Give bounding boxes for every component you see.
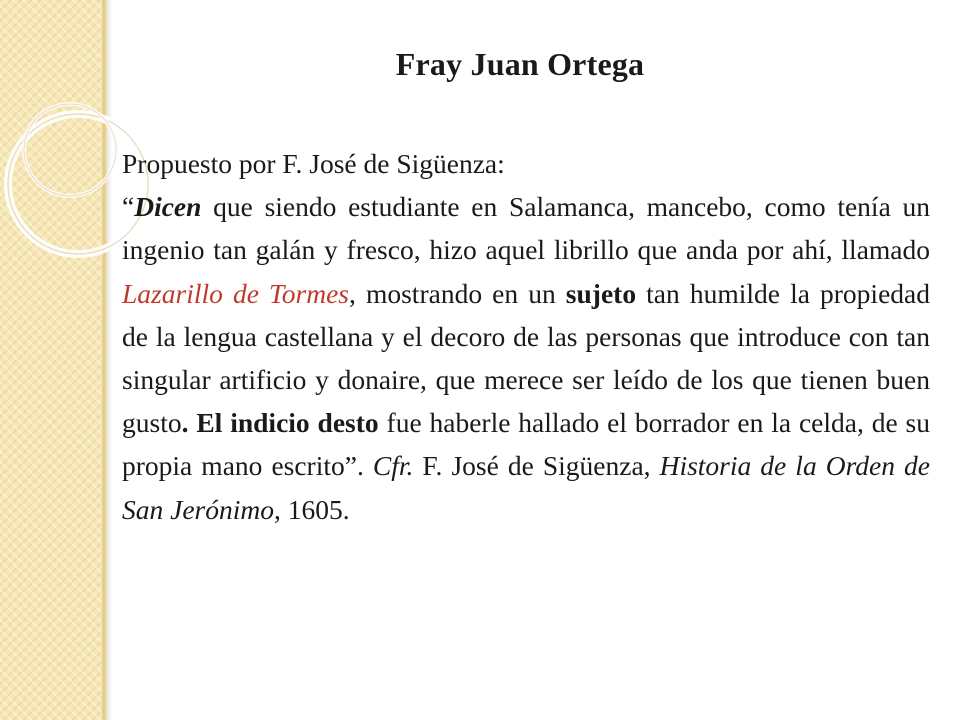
book-title-lazarillo: Lazarillo de Tormes — [122, 277, 349, 309]
quote-emphasis-indicio: . El indicio desto — [181, 407, 379, 439]
quote-emphasis-dicen: Dicen — [134, 191, 202, 223]
slide-body — [122, 142, 930, 531]
quote-open-mark: “ — [122, 191, 135, 223]
work-title-historia: Historia de la Orden de San Jerónimo — [122, 450, 930, 525]
quote-emphasis-sujeto: sujeto — [565, 277, 637, 309]
quote-text-6: , 1605. — [274, 493, 350, 525]
quote-text-2: , mostrando en un — [349, 277, 566, 309]
cfr-abbreviation: Cfr. — [372, 450, 414, 482]
quote-text-5: F. José de Sigüenza, — [413, 450, 660, 482]
intro-line: Propuesto por F. José de Sigüenza: — [122, 148, 505, 179]
quote-text-3: tan humilde la propiedad de la lengua castellana y el decoro de las personas que introduce con tan singular artificio y donaire, que merece ser leído de los que tienen buen gusto — [122, 277, 930, 439]
quote-text-4: fue haberle hallado el borrador en la celda, de su propia mano escrito”. — [122, 407, 930, 482]
slide-title: Fray Juan Ortega — [395, 46, 645, 82]
quote-paragraph — [122, 185, 930, 531]
quote-text-1: que siendo estudiante en Salamanca, mancebo, como tenía un ingenio tan galán y fresco, hizo aquel librillo que anda por ahí, llamado — [122, 191, 930, 266]
